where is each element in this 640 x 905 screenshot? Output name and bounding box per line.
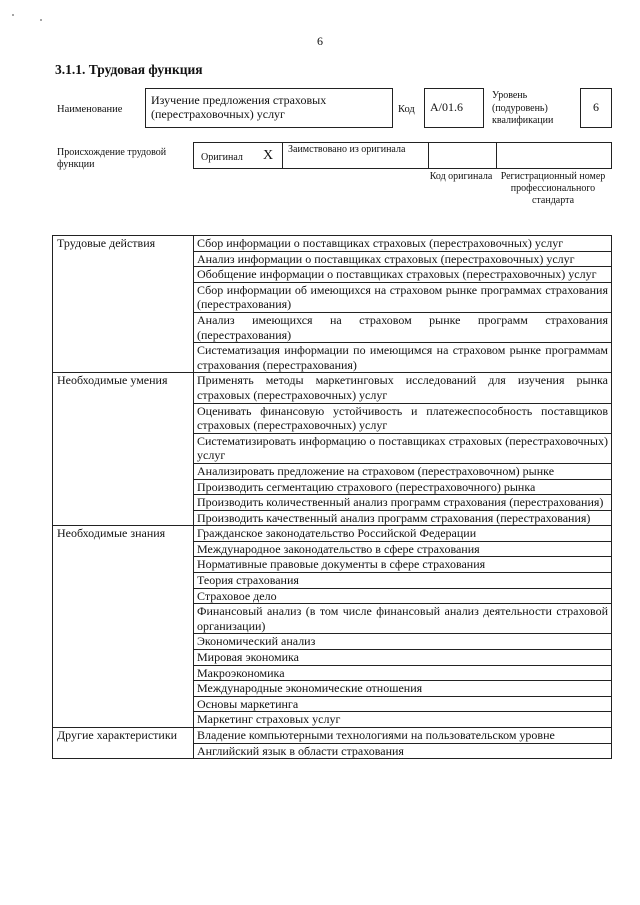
list-item: Сбор информации об имеющихся на страховом рынке программах страхования (перестрахования) xyxy=(194,282,612,312)
divider xyxy=(496,142,497,169)
section-label: Трудовые действия xyxy=(53,236,194,373)
list-item: Анализ имеющихся на страховом рынке программ страхования (перестрахования) xyxy=(194,312,612,342)
list-item: Мировая экономика xyxy=(194,650,612,666)
name-label: Наименование xyxy=(57,104,123,115)
divider xyxy=(428,142,429,169)
list-item: Теория страхования xyxy=(194,573,612,589)
list-item: Оценивать финансовую устойчивость и платежеспособность поставщиков страховых (перестраховочных) услуг xyxy=(194,403,612,433)
list-item: Производить количественный анализ программ страхования (перестрахования) xyxy=(194,495,612,511)
table-row xyxy=(53,526,612,542)
level-value: 6 xyxy=(580,88,612,128)
list-item: Гражданское законодательство Российской Федерации xyxy=(194,526,612,542)
origin-label: Происхождение трудовой функции xyxy=(57,147,167,170)
list-item: Владение компьютерными технологиями на пользовательском уровне xyxy=(194,728,612,744)
code-label: Код xyxy=(398,104,415,115)
original-mark: X xyxy=(263,148,274,163)
list-item: Экономический анализ xyxy=(194,634,612,650)
scan-speck xyxy=(40,19,42,21)
list-item: Сбор информации о поставщиках страховых (перестраховочных) услуг xyxy=(194,236,612,252)
table-row xyxy=(53,728,612,744)
list-item: Анализировать предложение на страховом (перестраховочном) рынке xyxy=(194,463,612,479)
list-item: Систематизация информации по имеющимся на страховом рынке программам страхования (перестрахования) xyxy=(194,343,612,373)
table-row xyxy=(53,373,612,403)
function-table xyxy=(52,235,612,759)
list-item: Производить сегментацию страхового (перестраховочного) рынка xyxy=(194,479,612,495)
level-label: Уровень (подуровень) квалификации xyxy=(492,90,554,126)
section-title: 3.1.1. Трудовая функция xyxy=(55,62,203,77)
list-item: Маркетинг страховых услуг xyxy=(194,712,612,728)
original-label: Оригинал xyxy=(201,152,243,163)
reg-number-caption: Регистрационный номер профессионального стандарта xyxy=(500,171,606,206)
borrowed-label: Заимствовано из оригинала xyxy=(288,144,406,155)
list-item: Обобщение информации о поставщиках страховых (перестраховочных) услуг xyxy=(194,267,612,283)
code-value: A/01.6 xyxy=(424,88,484,128)
page-number: 6 xyxy=(317,34,323,48)
section-label: Другие характеристики xyxy=(53,728,194,759)
section-label: Необходимые умения xyxy=(53,373,194,526)
list-item: Финансовый анализ (в том числе финансовый анализ деятельности страховой организации) xyxy=(194,604,612,634)
list-item: Анализ информации о поставщиках страховых (перестраховочных) услуг xyxy=(194,251,612,267)
list-item: Нормативные правовые документы в сфере страхования xyxy=(194,557,612,573)
scan-speck xyxy=(12,14,14,16)
list-item: Систематизировать информацию о поставщиках страховых (перестраховочных) услуг xyxy=(194,433,612,463)
list-item: Основы маркетинга xyxy=(194,696,612,712)
divider xyxy=(282,142,283,169)
code-original-caption: Код оригинала xyxy=(429,171,493,182)
list-item: Макроэкономика xyxy=(194,665,612,681)
list-item: Производить качественный анализ программ страхования (перестрахования) xyxy=(194,510,612,526)
name-value: Изучение предложения страховых (перестраховочных) услуг xyxy=(145,88,393,128)
origin-table xyxy=(193,142,612,169)
list-item: Применять методы маркетинговых исследований для изучения рынка страховых (перестраховочных) услуг xyxy=(194,373,612,403)
list-item: Международные экономические отношения xyxy=(194,681,612,697)
list-item: Страховое дело xyxy=(194,588,612,604)
list-item: Английский язык в области страхования xyxy=(194,743,612,759)
section-label: Необходимые знания xyxy=(53,526,194,728)
table-row xyxy=(53,236,612,252)
list-item: Международное законодательство в сфере страхования xyxy=(194,541,612,557)
